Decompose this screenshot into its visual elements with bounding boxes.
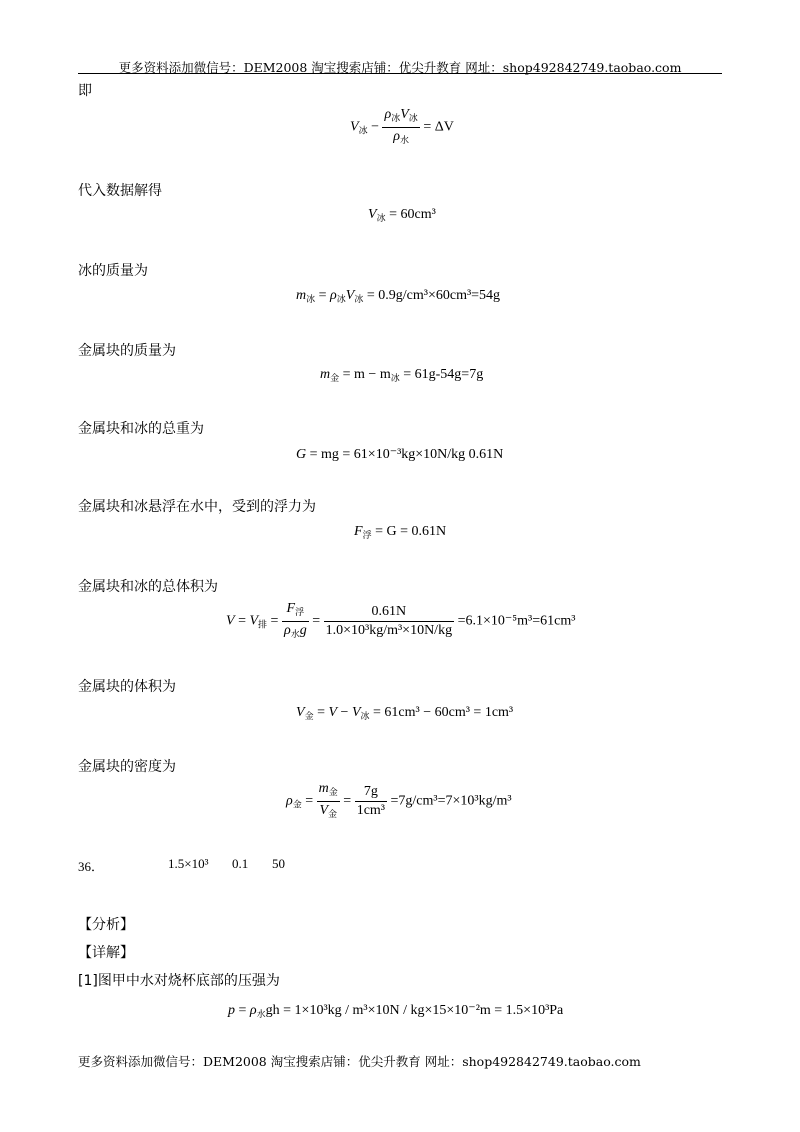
text-ji: 即 xyxy=(78,83,92,99)
text-jsk-tiji: 金属块的体积为 xyxy=(78,679,176,695)
equation-4: $m_金 = m - m_冰 = 61g-54g=7g$ xyxy=(320,367,484,383)
page-header: 更多资料添加微信号：DEM2008 淘宝搜索店铺：优尖升教育 网址：shop492842749.taobao.com xyxy=(118,60,682,75)
equation-2: $V_冰 = 60cm^3$ xyxy=(368,207,436,223)
answer-2: 0.1 xyxy=(232,856,249,871)
section-xiangjie: 【详解】 xyxy=(78,945,134,961)
page-footer: 更多资料添加微信号：DEM2008 淘宝搜索店铺：优尖升教育 网址：shop492842749.taobao.com xyxy=(78,1054,641,1069)
equation-10: $p = \rho_水gh = 1\times 10^3kg / m^3\times 10N / kg\times 15\times 10^{-2}m = 1.5\times 10^3Pa$ xyxy=(228,1003,564,1019)
question-number: 36． xyxy=(78,859,105,874)
answer-3: 50 xyxy=(272,856,285,871)
section-fenxi: 【分析】 xyxy=(78,917,134,933)
equation-8: $V_金 = V - V_冰 = 61cm^3 - 60cm^3 = 1cm^3$ xyxy=(296,705,514,721)
equation-5: G = mg = 61×10⁻³kg×10N/kg 0.61N xyxy=(296,447,504,462)
equation-7: $V = V_排$ = $\frac{F_浮}{\rho_水g}$ = $\frac{0.61N}{\text{1.0×10³kg/m³×10N/kg}}$ =6.1×10⁻⁵m³=61cm³ xyxy=(226,601,576,639)
text-zongtiji: 金属块和冰的总体积为 xyxy=(78,579,218,595)
equation-9: $\rho_金$ = $\frac{m_金}{V_金}$ = $\frac{7g}{\text{1cm³}}$ =7g/cm³=7×10³kg/m³ xyxy=(286,781,512,819)
header-divider xyxy=(78,73,722,74)
text-bing-zhiliang: 冰的质量为 xyxy=(78,263,148,279)
text-jsk-midu: 金属块的密度为 xyxy=(78,759,176,775)
equation-1: $V_冰$ − $\frac{\rho_冰V_冰}{\rho_水}$ = ΔV xyxy=(350,107,454,145)
equation-6: $F_浮 = G = 0.61N$ xyxy=(354,524,447,540)
text-jsk-zhiliang: 金属块的质量为 xyxy=(78,343,176,359)
text-daoru: 代入数据解得 xyxy=(78,183,162,199)
text-fuli: 金属块和冰悬浮在水中，受到的浮力为 xyxy=(78,499,316,515)
answer-1: 1.5×10³ xyxy=(168,856,209,871)
text-yajiang: [1]图甲中水对烧杯底部的压强为 xyxy=(78,973,280,989)
equation-3: $m_冰 = \rho_冰V_冰 = 0.9g/cm^3\times 60cm^3=54g$ xyxy=(296,288,501,304)
text-zongzhong: 金属块和冰的总重为 xyxy=(78,421,204,437)
